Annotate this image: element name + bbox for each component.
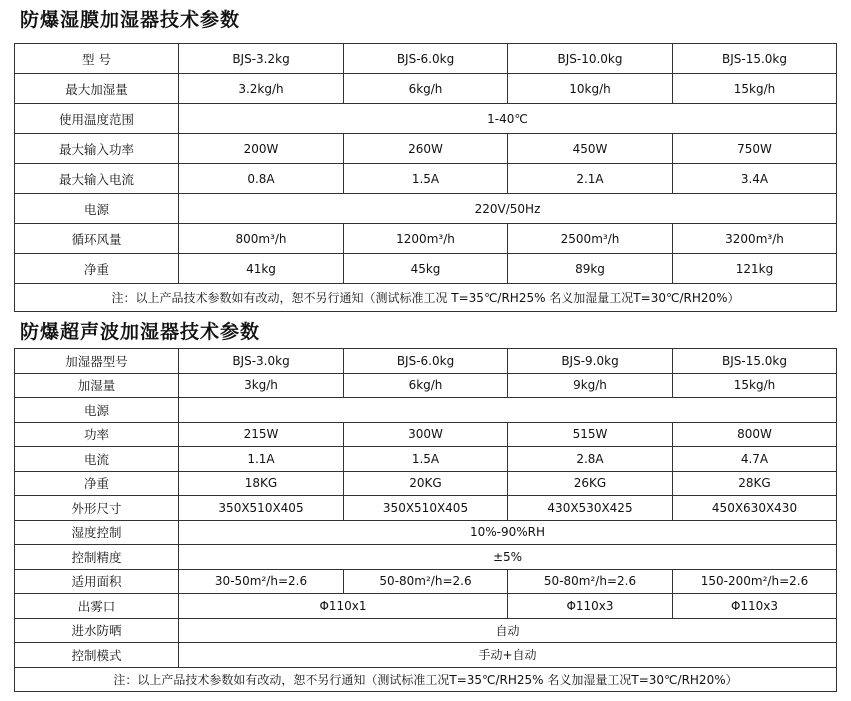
table-note-row [15,667,837,691]
membrane-humidifier-spec-table [14,43,837,312]
table-row [15,134,837,164]
value-cell: 6kg/h [344,373,508,398]
value-cell: 215W [179,422,344,447]
value-cell: 800W [673,422,837,447]
table-row [15,373,837,398]
value-cell: 0.8A [179,164,344,194]
value-cell: 50-80m²/h=2.6 [508,569,673,594]
row-label-cell: 使用温度范围 [15,104,179,134]
row-label-cell: 电流 [15,447,179,472]
value-cell: 1.5A [344,447,508,472]
model-header-cell: BJS-15.0kg [673,349,837,374]
row-label-cell: 外形尺寸 [15,496,179,521]
row-label-cell: 净重 [15,471,179,496]
table-row [15,398,837,423]
value-cell: 10kg/h [508,74,673,104]
value-cell: 50-80m²/h=2.6 [344,569,508,594]
row-label-cell: 进水防晒 [15,618,179,643]
value-cell: 3200m³/h [673,224,837,254]
table-header-row [15,44,837,74]
model-header-cell: BJS-3.0kg [179,349,344,374]
value-cell: 3.2kg/h [179,74,344,104]
value-cell: 430X530X425 [508,496,673,521]
merged-value-cell: Φ110x1 [179,594,508,619]
row-label-cell: 电源 [15,194,179,224]
table-row [15,224,837,254]
row-label-cell: 控制模式 [15,643,179,668]
value-cell: 2.8A [508,447,673,472]
row-label-cell: 出雾口 [15,594,179,619]
value-cell: 41kg [179,254,344,284]
value-cell: 9kg/h [508,373,673,398]
merged-value-cell: 1-40℃ [179,104,837,134]
value-cell: 30-50m²/h=2.6 [179,569,344,594]
row-label-cell: 适用面积 [15,569,179,594]
table-row [15,594,837,619]
row-label-cell: 控制精度 [15,545,179,570]
table-row [15,422,837,447]
table-row [15,254,837,284]
membrane-humidifier-title: 防爆湿膜加湿器技术参数 [20,9,241,31]
model-header-cell: BJS-10.0kg [508,44,673,74]
table-row [15,164,837,194]
value-cell: 1200m³/h [344,224,508,254]
model-header-cell: BJS-9.0kg [508,349,673,374]
row-label-cell: 加湿量 [15,373,179,398]
table-row [15,194,837,224]
value-cell: 121kg [673,254,837,284]
value-cell: Φ110x3 [673,594,837,619]
value-cell: 2500m³/h [508,224,673,254]
header-label-cell: 型 号 [15,44,179,74]
merged-value-cell: 10%-90%RH [179,520,837,545]
merged-value-cell [179,398,837,423]
table-row [15,545,837,570]
value-cell: 6kg/h [344,74,508,104]
value-cell: 15kg/h [673,74,837,104]
value-cell: Φ110x3 [508,594,673,619]
value-cell: 350X510X405 [344,496,508,521]
value-cell: 200W [179,134,344,164]
value-cell: 1.1A [179,447,344,472]
table-row [15,643,837,668]
model-header-cell: BJS-15.0kg [673,44,837,74]
table-row [15,447,837,472]
table-row [15,618,837,643]
row-label-cell: 最大输入功率 [15,134,179,164]
row-label-cell: 最大输入电流 [15,164,179,194]
row-label-cell: 湿度控制 [15,520,179,545]
value-cell: 515W [508,422,673,447]
value-cell: 45kg [344,254,508,284]
merged-value-cell: ±5% [179,545,837,570]
model-header-cell: BJS-6.0kg [344,44,508,74]
header-label-cell: 加湿器型号 [15,349,179,374]
value-cell: 450X630X430 [673,496,837,521]
merged-value-cell: 220V/50Hz [179,194,837,224]
merged-value-cell: 手动+自动 [179,643,837,668]
value-cell: 89kg [508,254,673,284]
footnote-cell: 注：以上产品技术参数如有改动，恕不另行通知（测试标准工况T=35℃/RH25% 名义加湿量工况T=30℃/RH20%） [15,667,837,691]
model-header-cell: BJS-6.0kg [344,349,508,374]
value-cell: 260W [344,134,508,164]
ultrasonic-humidifier-title: 防爆超声波加湿器技术参数 [20,321,261,343]
table-row [15,496,837,521]
row-label-cell: 最大加湿量 [15,74,179,104]
value-cell: 350X510X405 [179,496,344,521]
table-row [15,471,837,496]
table-row [15,104,837,134]
value-cell: 450W [508,134,673,164]
value-cell: 4.7A [673,447,837,472]
row-label-cell: 电源 [15,398,179,423]
table-row [15,520,837,545]
table-row [15,569,837,594]
value-cell: 18KG [179,471,344,496]
ultrasonic-humidifier-spec-table [14,348,837,692]
table-note-row [15,284,837,312]
value-cell: 750W [673,134,837,164]
value-cell: 2.1A [508,164,673,194]
table-row [15,74,837,104]
merged-value-cell: 自动 [179,618,837,643]
value-cell: 26KG [508,471,673,496]
value-cell: 15kg/h [673,373,837,398]
row-label-cell: 循环风量 [15,224,179,254]
value-cell: 800m³/h [179,224,344,254]
value-cell: 28KG [673,471,837,496]
value-cell: 1.5A [344,164,508,194]
model-header-cell: BJS-3.2kg [179,44,344,74]
table-header-row [15,349,837,374]
value-cell: 3.4A [673,164,837,194]
value-cell: 20KG [344,471,508,496]
value-cell: 300W [344,422,508,447]
value-cell: 3kg/h [179,373,344,398]
row-label-cell: 净重 [15,254,179,284]
row-label-cell: 功率 [15,422,179,447]
footnote-cell: 注：以上产品技术参数如有改动，恕不另行通知（测试标准工况 T=35℃/RH25% 名义加湿量工况T=30℃/RH20%） [15,284,837,312]
value-cell: 150-200m²/h=2.6 [673,569,837,594]
